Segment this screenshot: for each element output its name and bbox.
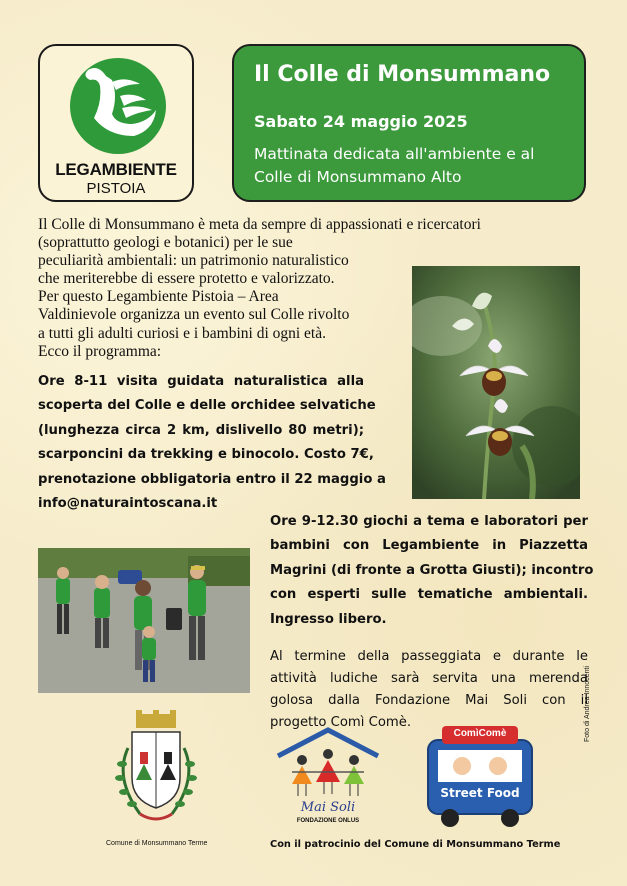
photo-credit: Foto di Andrea Innocenti — [584, 666, 591, 742]
closing-line: Al termine della passeggiata e durante le — [270, 649, 588, 664]
program-line: scoperta del Colle e delle orchidee selvatiche — [38, 398, 376, 414]
intro-line: Ecco il programma: — [38, 342, 162, 360]
comune-crest — [100, 708, 212, 836]
patronage-note: Con il patrocinio del Comune di Monsummano Terme — [270, 839, 561, 850]
program-line: (lunghezza circa 2 km, dislivello 80 metri); — [38, 422, 364, 438]
intro-line: che meriterebbe di essere protetto e valorizzato. — [38, 270, 335, 288]
intro-line: (soprattutto geologi e botanici) per le sue — [38, 234, 293, 252]
closing-line: golosa dalla Fondazione Mai Soli con il — [270, 693, 588, 708]
swan-icon — [68, 56, 168, 156]
intro-line: Il Colle di Monsummano è meta da sempre di appassionati e ricercatori — [38, 216, 481, 233]
booking-email[interactable]: info@naturaintoscana.it — [38, 496, 218, 512]
comicome-logo — [422, 726, 538, 830]
event-title: Il Colle di Monsummano — [254, 62, 551, 87]
program-line: Ingresso libero. — [270, 611, 387, 627]
maisoli-sub: FONDAZIONE ONLUS — [296, 818, 360, 824]
maisoli-icon — [272, 726, 384, 806]
program-line: bambini con Legambiente in Piazzetta — [270, 538, 588, 554]
program-line: con esperti sulle tematiche ambientali. — [270, 587, 588, 603]
subtitle-line: Colle di Monsummano Alto — [254, 168, 462, 186]
program-line: scarponcini da trekking e binocolo. Costo 7€, — [38, 447, 374, 463]
program-line: Ore 8-11 visita guidata naturalistica alla — [38, 374, 364, 389]
maisoli-logo — [272, 726, 384, 830]
comicome-bottom: Street Food — [440, 786, 520, 800]
program-kids — [270, 510, 594, 632]
brand-name: LEGAMBIENTE — [55, 160, 177, 179]
closing-line: progetto Comì Comè. — [270, 715, 412, 730]
food-truck-icon — [422, 726, 538, 830]
intro-line: a tutti gli adulti curiosi e i bambini di ogni età. — [38, 324, 326, 342]
program-line: Magrini (di fronte a Grotta Giusti); incontro — [270, 562, 594, 578]
event-subtitle — [254, 143, 574, 189]
closing-text — [270, 646, 588, 734]
intro-line: Valdinievole organizza un evento sul Colle rivolto — [38, 306, 350, 324]
coat-of-arms-icon — [100, 708, 212, 836]
comune-label: Comune di Monsummano Terme — [106, 840, 208, 847]
intro-line: Per questo Legambiente Pistoia – Area — [38, 288, 279, 306]
program-line: Ore 9-12.30 giochi a tema e laboratori per — [270, 514, 588, 529]
title-box — [232, 44, 586, 202]
brand-city: PISTOIA — [86, 180, 146, 197]
program-morning — [38, 370, 386, 516]
maisoli-name: Mai Soli — [300, 800, 356, 815]
legambiente-logo — [38, 44, 194, 202]
subtitle-line: Mattinata dedicata all'ambiente e al — [254, 145, 535, 163]
closing-line: attività ludiche sarà servita una merenda — [270, 671, 588, 686]
intro-line: peculiarità ambientali: un patrimonio naturalistico — [38, 252, 349, 270]
orchid-photo — [412, 266, 580, 499]
event-date: Sabato 24 maggio 2025 — [254, 112, 468, 131]
program-line: prenotazione obbligatoria entro il 22 maggio a — [38, 471, 386, 487]
comicome-top: ComìComè — [453, 728, 507, 739]
volunteers-photo — [38, 548, 250, 693]
